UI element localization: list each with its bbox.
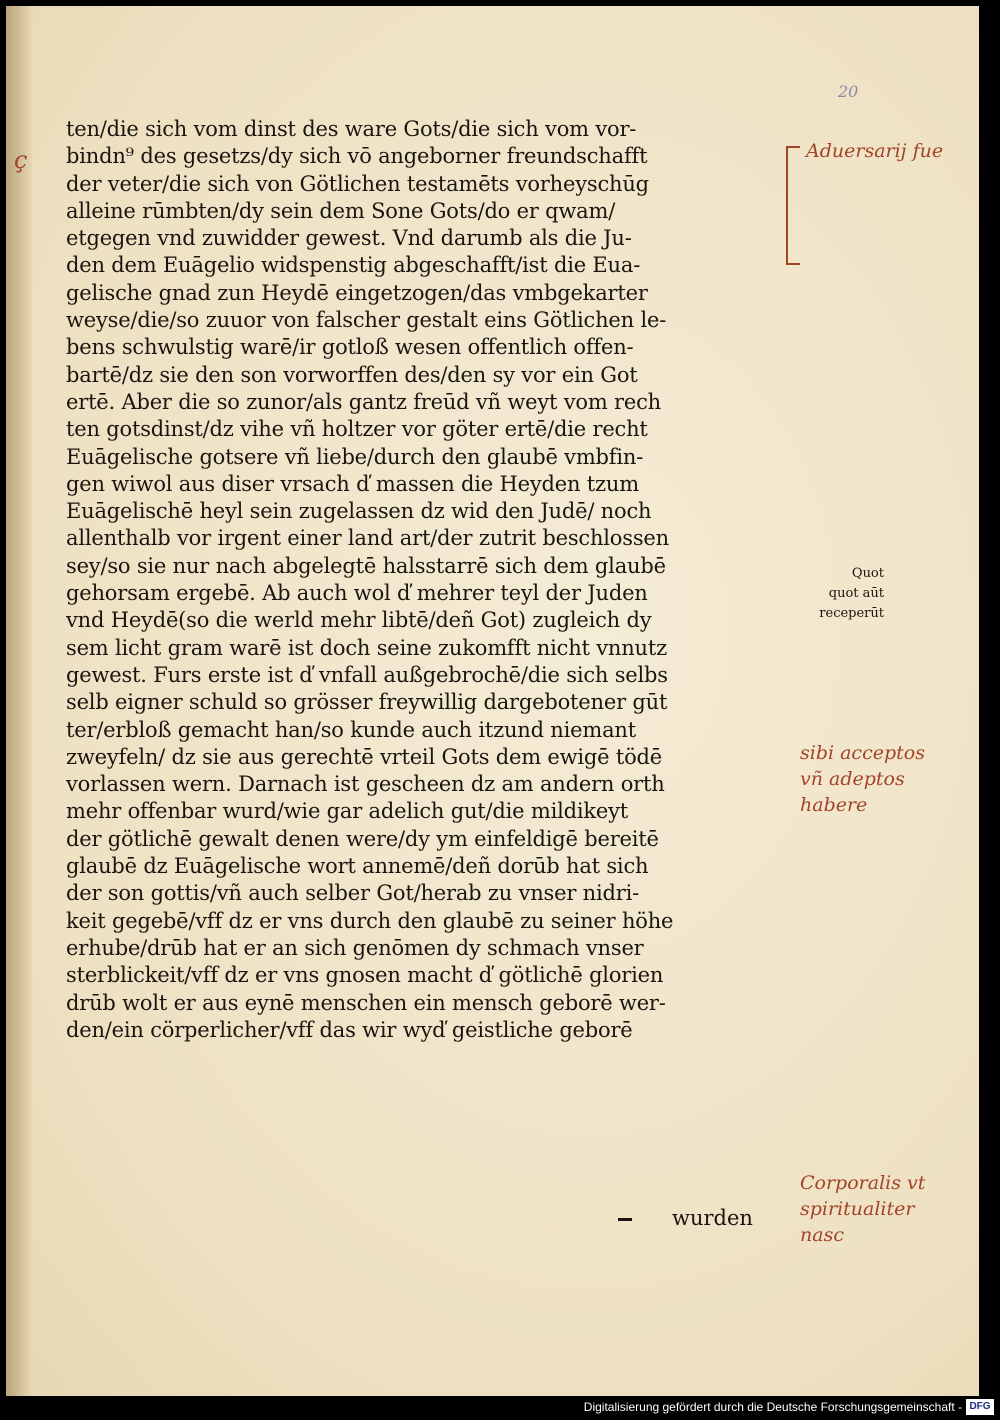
text-line: gelische gnad zun Heydē eingetzogen/das vmbgekarter — [66, 280, 648, 305]
printed-marginal-note — [796, 564, 884, 624]
printed-note-line: quot aūt — [828, 586, 884, 601]
manuscript-note-line: nasc — [800, 1224, 844, 1246]
text-line: gen wiwol aus diser vrsach ď massen die Heyden tzum — [66, 471, 639, 496]
text-line: selb eigner schuld so grösser freywillig dargebotener gūt — [66, 690, 668, 715]
folio-number: 20 — [838, 82, 859, 101]
dfg-logo: DFG — [966, 1399, 994, 1415]
text-line: bens schwulstig warē/ir gotloß wesen offentlich offen- — [66, 335, 634, 360]
left-margin-mark: ç — [14, 146, 28, 174]
text-line: der götlichē gewalt denen were/dy ym einfeldigē bereitē — [66, 826, 659, 851]
text-line: gehorsam ergebē. Ab auch wol ď mehrer teyl der Juden — [66, 581, 648, 606]
text-line: allenthalb vor irgent einer land art/der zutrit beschlossen — [66, 526, 669, 551]
text-line: vorlassen wern. Darnach ist gescheen dz am andern orth — [66, 772, 665, 797]
text-line: bindn⁹ des gesetzs/dy sich vō angeborner freundschafft — [66, 144, 648, 169]
text-line: den dem Euāgelio widspenstig abgeschafft/ist die Eua- — [66, 253, 641, 278]
printed-note-line: Quot — [851, 566, 884, 581]
text-line: sey/so sie nur nach abgelegtē halsstarrē sich dem glaubē — [66, 553, 666, 578]
text-line: ter/erbloß gemacht han/so kunde auch itzund niemant — [66, 717, 636, 742]
text-line: etgegen vnd zuwidder gewest. Vnd darumb als die Ju- — [66, 226, 632, 251]
printed-note-line: receperūt — [819, 606, 884, 621]
manuscript-note-line: habere — [800, 794, 868, 816]
text-line: erhube/drūb hat er an sich genōmen dy schmach vnser — [66, 935, 644, 960]
text-line: sterblickeit/vff dz er vns gnosen macht ď götlichē glorien — [66, 963, 664, 988]
text-line: sem licht gram warē ist doch seine zukomfft nicht vnnutz — [66, 635, 667, 660]
book-page — [6, 6, 979, 1396]
text-line: Euāgelische gotsere vñ liebe/durch den glaubē vmbfin- — [66, 444, 644, 469]
manuscript-note-middle — [800, 740, 925, 818]
manuscript-note-line: spiritualiter — [800, 1198, 915, 1220]
text-line: ten/die sich vom dinst des ware Gots/die sich vom vor- — [66, 117, 637, 141]
body-text — [66, 116, 798, 1044]
text-line: gewest. Furs erste ist ď vnfall außgebrochē/die sich selbs — [66, 662, 668, 687]
catchword-dash — [618, 1218, 632, 1221]
manuscript-note-bottom — [800, 1170, 925, 1248]
manuscript-note-line: sibi acceptos — [800, 742, 925, 764]
manuscript-bracket — [786, 146, 800, 265]
manuscript-note-line: Corporalis vt — [800, 1172, 926, 1194]
funding-credit: Digitalisierung gefördert durch die Deutsche Forschungsgemeinschaft - — [583, 1400, 962, 1414]
manuscript-note-line: vñ adeptos — [800, 768, 905, 790]
text-line: glaubē dz Euāgelische wort annemē/deñ dorūb hat sich — [66, 854, 649, 879]
text-line: mehr offenbar wurd/wie gar adelich gut/die mildikeyt — [66, 799, 629, 824]
text-line: zweyfeln/ dz sie aus gerechtē vrteil Gots dem ewigē tödē — [66, 744, 663, 769]
text-line: der son gottis/vñ auch selber Got/herab zu vnser nidri- — [66, 881, 639, 906]
text-line: ten gotsdinst/dz vihe vñ holtzer vor göter ertē/die recht — [66, 417, 648, 442]
footer-bar — [0, 1396, 1000, 1420]
manuscript-note-top: Aduersarij fue — [806, 140, 944, 162]
text-line: weyse/die/so zuuor von falscher gestalt eins Götlichen le- — [66, 308, 667, 333]
text-line: bartē/dz sie den son vorworffen des/den sy vor ein Got — [66, 362, 638, 387]
text-line: ertē. Aber die so zunor/als gantz freūd vñ weyt vom rech — [66, 389, 661, 414]
text-line: Euāgelischē heyl sein zugelassen dz wid den Judē/ noch — [66, 499, 652, 524]
text-line: den/ein cörperlicher/vff das wir wyď geistliche geborē — [66, 1017, 633, 1042]
text-line: vnd Heydē(so die werld mehr libtē/deñ Got) zugleich dy — [66, 608, 652, 633]
text-line: keit gegebē/vff dz er vns durch den glaubē zu seiner höhe — [66, 908, 674, 933]
text-line: alleine rūmbten/dy sein dem Sone Gots/do er qwam/ — [66, 198, 616, 223]
catchword: wurden — [672, 1206, 753, 1230]
text-line: der veter/die sich von Götlichen testamēts vorheyschūg — [66, 171, 649, 196]
text-line: drūb wolt er aus eynē menschen ein mensch geborē wer- — [66, 990, 666, 1015]
page-gutter-shadow — [6, 6, 32, 1396]
